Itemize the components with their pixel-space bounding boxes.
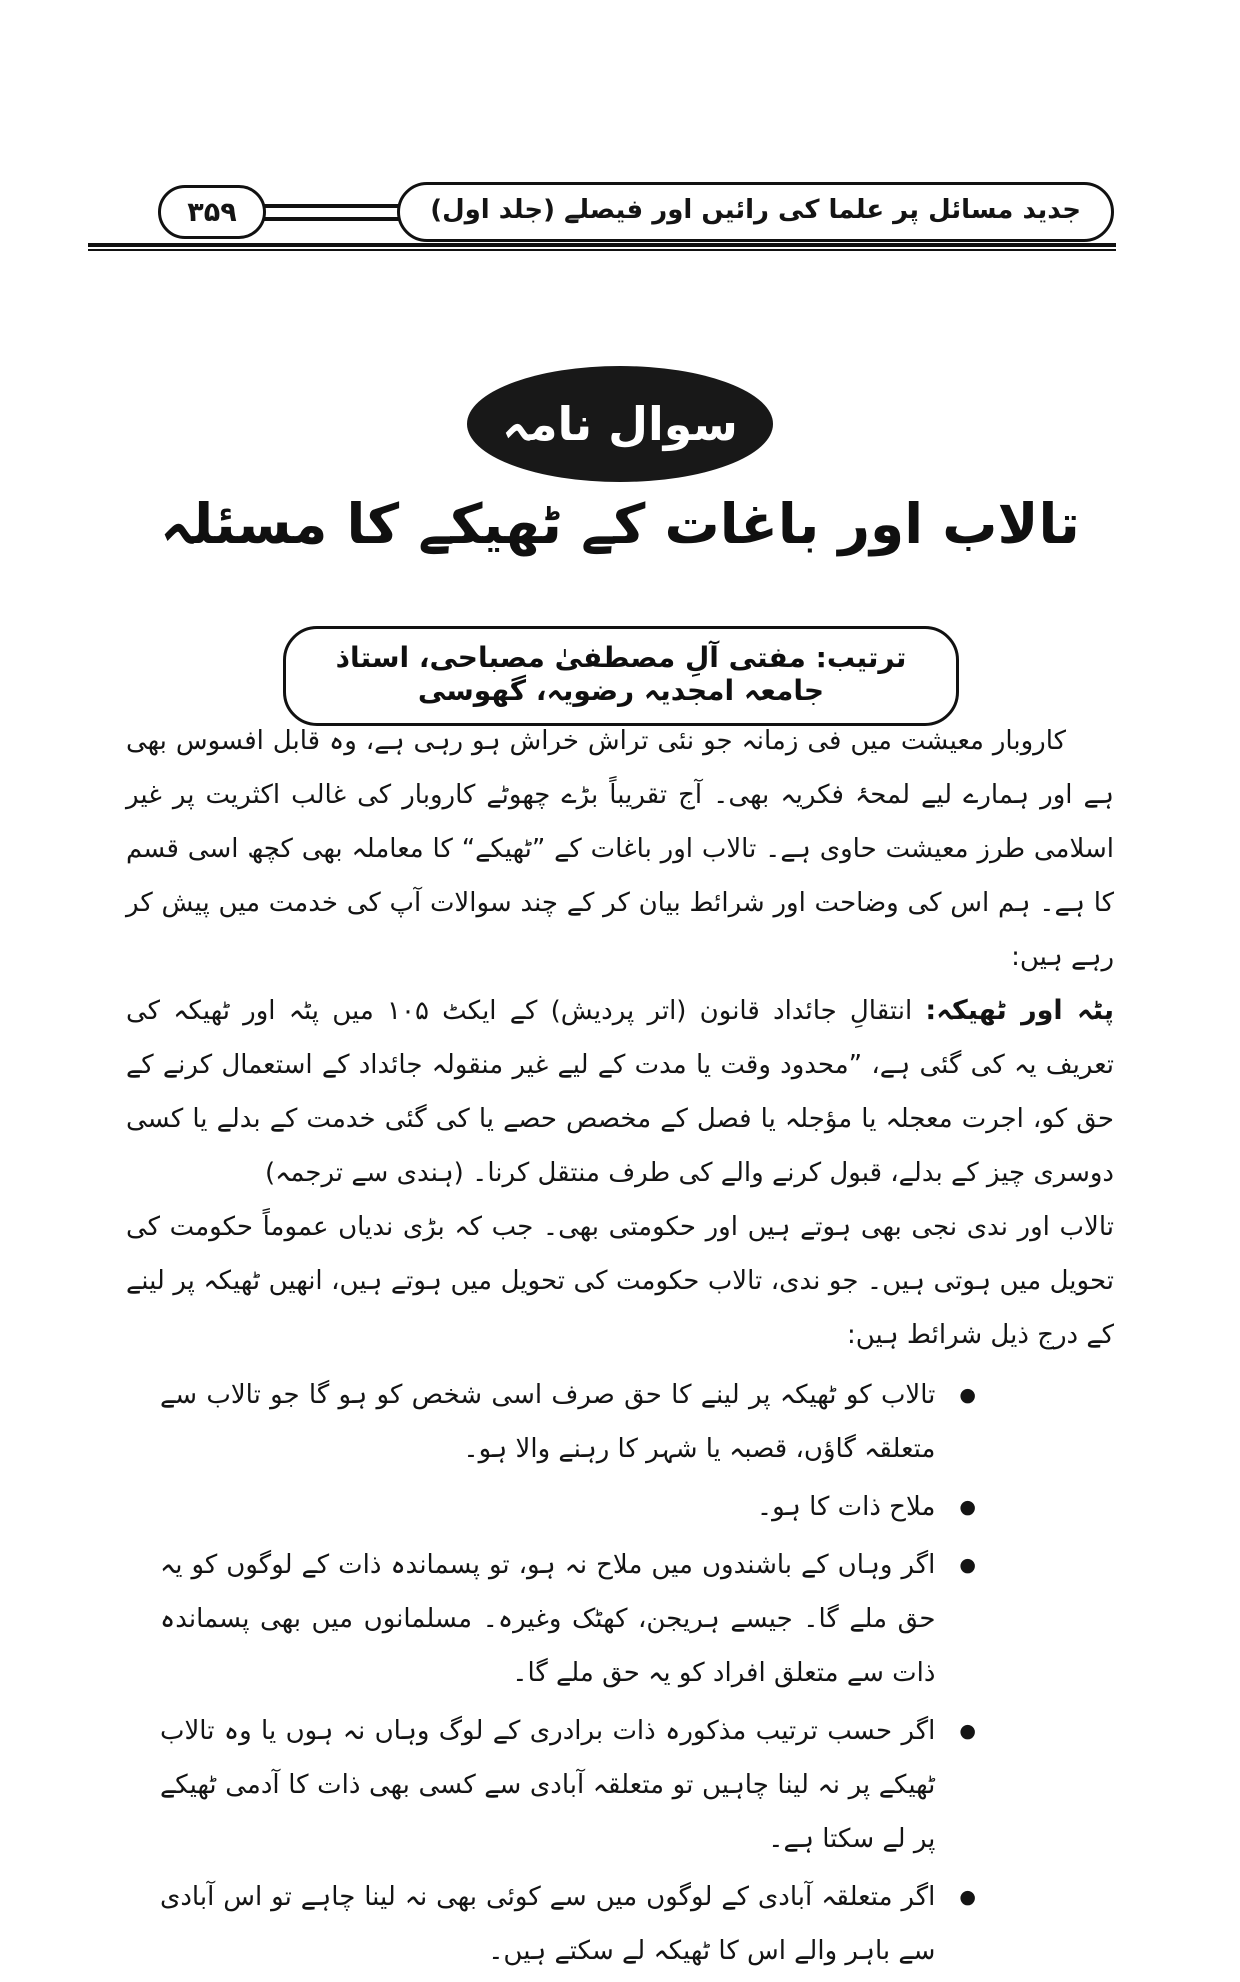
bullet-dot-icon: ● bbox=[959, 1886, 976, 1908]
bullet-dot-icon: ● bbox=[959, 1496, 976, 1518]
bullet-dot-icon: ● bbox=[959, 1554, 976, 1576]
page-number-badge bbox=[158, 185, 266, 239]
bullet-dot-icon: ● bbox=[959, 1384, 976, 1406]
article-body bbox=[126, 714, 1114, 1982]
header-band bbox=[158, 182, 1114, 242]
bullet-text: ملاح ذات کا ہو۔ bbox=[756, 1492, 936, 1522]
page-title: تالاب اور باغات کے ٹھیکے کا مسئلہ bbox=[160, 492, 1080, 556]
paragraph-ponds-rivers: تالاب اور ندی نجی بھی ہوتے ہیں اور حکومتی بھی۔ جب کہ بڑی ندیاں عموماً حکومت کی تحویل میں ہوتی ہیں۔ جو ندی، تالاب حکومت کی تحویل میں ہوتے ہیں، انھیں ٹھیکہ پر لینے کے درج ذیل شرائط ہیں: bbox=[126, 1212, 1114, 1350]
page-number: ۳۵۹ bbox=[187, 196, 237, 228]
byline-box bbox=[283, 626, 959, 726]
bullet-text: تالاب کو ٹھیکہ پر لینے کا حق صرف اسی شخص کو ہو گا جو تالاب سے متعلقہ گاؤں، قصبہ یا شہر کا رہنے والا ہو۔ bbox=[160, 1380, 936, 1464]
definition-text: انتقالِ جائداد قانون (اتر پردیش) کے ایکٹ ۱۰۵ میں پٹہ اور ٹھیکہ کی تعریف یہ کی گئی ہے، ”محدود وقت یا مدت کے لیے غیر منقولہ جائداد کے استعمال کرنے کے حق کو، اجرت معجلہ یا مؤجلہ یا فصل کے مخصص حصے یا کی گئی خدمت کے بدلے یا کسی دوسری چیز کے بدلے، قبول کرنے والے کی طرف منتقل کرنا۔ (ہندی سے ترجمہ) bbox=[126, 996, 1114, 1188]
book-title-badge bbox=[397, 182, 1114, 242]
byline-text: ترتیب: مفتی آلِ مصطفیٰ مصباحی، استاذ جامعہ امجدیہ رضویہ، گھوسی bbox=[335, 641, 907, 707]
questionnaire-badge-label: سوال نامہ bbox=[502, 397, 738, 451]
list-item bbox=[160, 1870, 976, 1978]
conditions-bullet-list bbox=[160, 1368, 976, 1978]
paragraph-definition bbox=[126, 984, 1114, 1200]
list-item bbox=[160, 1704, 976, 1866]
list-item bbox=[160, 1368, 976, 1476]
header-double-rule bbox=[88, 243, 1116, 251]
bullet-text: اگر وہاں کے باشندوں میں ملاح نہ ہو، تو پسماندہ ذات کے لوگوں کو یہ حق ملے گا۔ جیسے ہریجن، کھٹک وغیرہ۔ مسلمانوں میں بھی پسماندہ ذات سے متعلق افراد کو یہ حق ملے گا۔ bbox=[160, 1550, 936, 1688]
paragraph-intro: کاروبار معیشت میں فی زمانہ جو نئی تراش خراش ہو رہی ہے، وہ قابل افسوس بھی ہے اور ہمارے لیے لمحۂ فکریہ بھی۔ آج تقریباً بڑے چھوٹے کاروبار کی غالب اکثریت پر غیر اسلامی طرز معیشت حاوی ہے۔ تالاب اور باغات کے ”ٹھیکے“ کا معاملہ بھی کچھ اسی قسم کا ہے۔ ہم اس کی وضاحت اور شرائط بیان کر کے چند سوالات آپ کی خدمت میں پیش کر رہے ہیں: bbox=[126, 726, 1114, 972]
bullet-text: اگر حسب ترتیب مذکورہ ذات برادری کے لوگ وہاں نہ ہوں یا وہ تالاب ٹھیکے پر نہ لینا چاہیں تو متعلقہ آبادی سے کسی بھی ذات کا آدمی ٹھیکے پر لے سکتا ہے۔ bbox=[160, 1716, 936, 1854]
book-title: جدید مسائل پر علما کی رائیں اور فیصلے (جلد اول) bbox=[430, 195, 1081, 225]
list-item bbox=[160, 1480, 976, 1534]
header-connector-rule bbox=[258, 204, 405, 221]
bullet-dot-icon: ● bbox=[959, 1720, 976, 1742]
bullet-text: اگر متعلقہ آبادی کے لوگوں میں سے کوئی بھی نہ لینا چاہے تو اس آبادی سے باہر والے اس کا ٹھیکہ لے سکتے ہیں۔ bbox=[160, 1882, 936, 1966]
list-item bbox=[160, 1538, 976, 1700]
questionnaire-oval-badge bbox=[467, 366, 773, 482]
definition-lead-label: پٹہ اور ٹھیکہ: bbox=[925, 995, 1114, 1026]
